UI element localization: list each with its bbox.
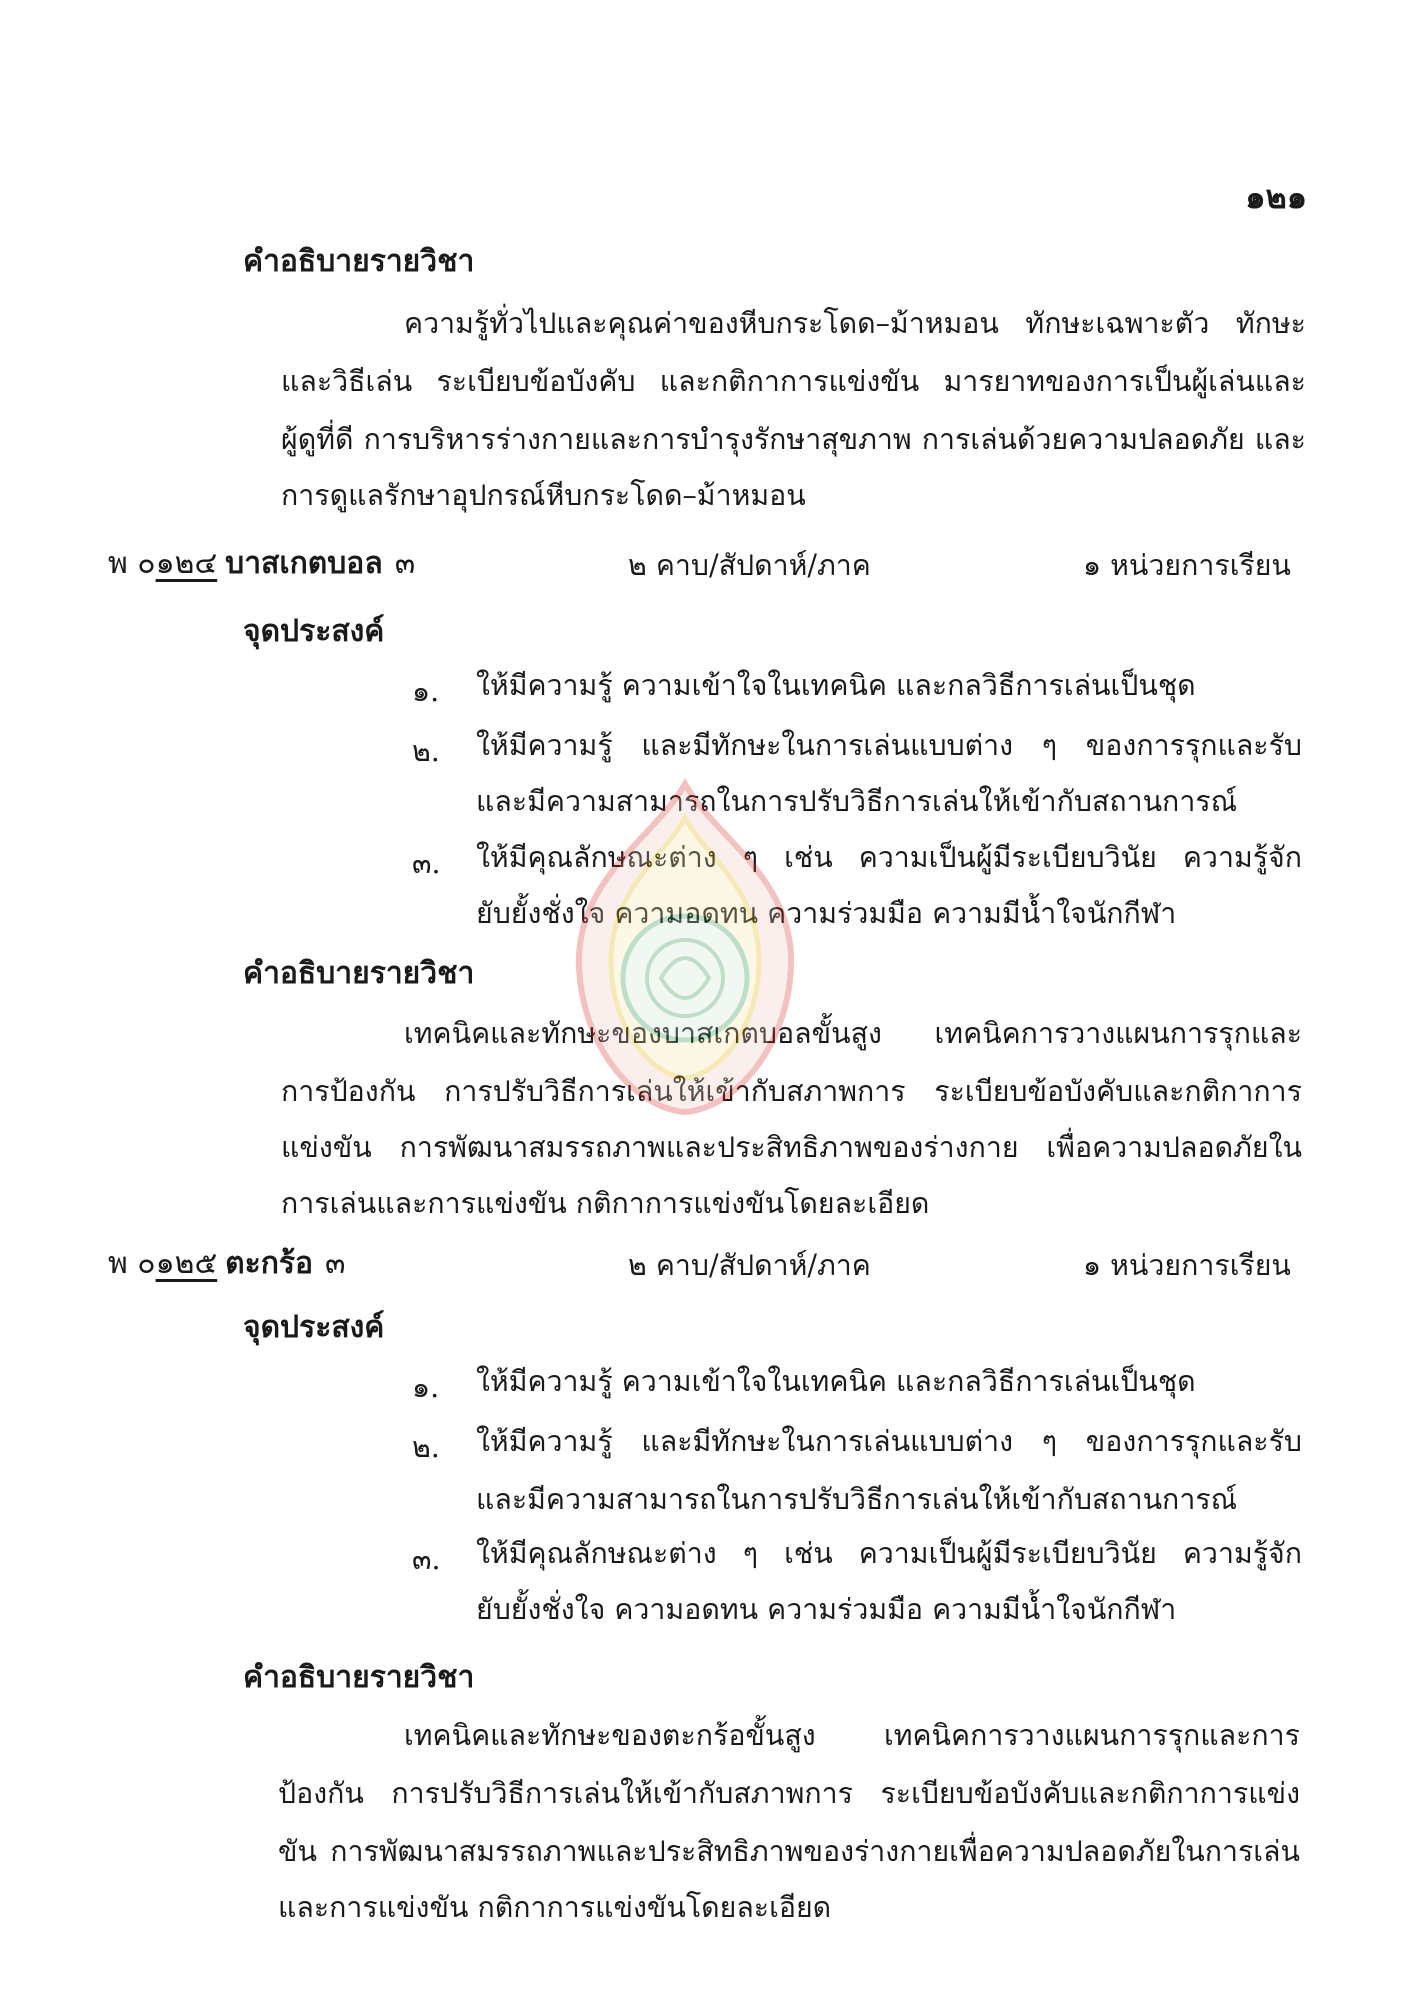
objectives-heading: จุดประสงค์: [243, 1310, 385, 1345]
objective-line: ให้มีความรู้ ความเข้าใจในเทคนิค และกลวิธีการเล่นเป็นชุด: [476, 669, 1196, 702]
course-description-line: การป้องกัน การปรับวิธีการเล่นให้เข้ากับสภาพการ ระเบียบข้อบังคับและกติกาการ: [281, 1075, 1302, 1108]
course-level: ๓: [325, 1246, 346, 1281]
page-number: ๑๒๑: [1245, 178, 1307, 216]
objective-line: ให้มีคุณลักษณะต่าง ๆ เช่น ความเป็นผู้มีระเบียบวินัย ความรู้จัก: [476, 841, 1302, 874]
objective-line: ให้มีคุณลักษณะต่าง ๆ เช่น ความเป็นผู้มีระเบียบวินัย ความรู้จัก: [476, 1537, 1302, 1570]
course-description-heading: คำอธิบายรายวิชา: [243, 1660, 475, 1695]
objective-number: ๒.: [412, 1431, 440, 1464]
objective-number: ๒.: [412, 735, 440, 768]
course-credits: ๑ หน่วยการเรียน: [1083, 1249, 1291, 1282]
objective-line: ยับยั้งชั่งใจ ความอดทน ความร่วมมือ ความมีน้ำใจนักกีฬา: [476, 1593, 1177, 1626]
course-hours: ๒ คาบ/สัปดาห์/ภาค: [628, 1249, 871, 1282]
course-description-line: การเล่นและการแข่งขัน กติกาการแข่งขันโดยละเอียด: [281, 1187, 930, 1220]
objective-number: ๓.: [412, 847, 441, 880]
course-code-line: [108, 540, 415, 587]
course-credits: ๑ หน่วยการเรียน: [1083, 549, 1291, 582]
objective-number: ๑.: [412, 675, 440, 708]
objective-number: ๓.: [412, 1543, 441, 1576]
course-description-line: เทคนิคและทักษะของบาสเกตบอลขั้นสูง เทคนิคการวางแผนการรุกและ: [404, 1017, 1302, 1050]
objective-line: และมีความสามารถในการปรับวิธีการเล่นให้เข้ากับสถานการณ์: [476, 785, 1238, 818]
objective-number: ๑.: [412, 1371, 440, 1404]
objective-line: ให้มีความรู้ และมีทักษะในการเล่นแบบต่าง ๆ ของการรุกและรับ: [476, 1425, 1302, 1458]
course-description-line: ป้องกัน การปรับวิธีการเล่นให้เข้ากับสภาพการ ระเบียบข้อบังคับและกติกาการแข่ง: [278, 1777, 1300, 1810]
course-number: ๑๒๔: [155, 546, 218, 581]
intro-description-line: ความรู้ทั่วไปและคุณค่าของหีบกระโดด–ม้าหมอน ทักษะเฉพาะตัว ทักษะ: [404, 307, 1306, 340]
objective-line: และมีความสามารถในการปรับวิธีการเล่นให้เข้ากับสถานการณ์: [476, 1483, 1238, 1516]
intro-description-line: การดูแลรักษาอุปกรณ์หีบกระโดด–ม้าหมอน: [281, 479, 806, 512]
ministry-seal-watermark-icon: [565, 778, 805, 1118]
course-description-line: เทคนิคและทักษะของตะกร้อขั้นสูง เทคนิคการวางแผนการรุกและการ: [404, 1719, 1300, 1752]
objectives-heading: จุดประสงค์: [243, 614, 385, 649]
course-description-line: และการแข่งขัน กติกาการแข่งขันโดยละเอียด: [278, 1891, 832, 1924]
course-name: บาสเกตบอล: [225, 546, 383, 581]
course-prefix: พ ๐: [108, 546, 156, 581]
course-description-line: ขัน การพัฒนาสมรรถภาพและประสิทธิภาพของร่างกายเพื่อความปลอดภัยในการเล่น: [278, 1835, 1300, 1868]
objective-line: ยับยั้งชั่งใจ ความอดทน ความร่วมมือ ความมีน้ำใจนักกีฬา: [476, 897, 1177, 930]
intro-description-line: ผู้ดูที่ดี การบริหารร่างกายและการบำรุงรักษาสุขภาพ การเล่นด้วยความปลอดภัย และ: [281, 423, 1306, 456]
intro-description-heading: คำอธิบายรายวิชา: [243, 244, 475, 279]
course-prefix: พ ๐: [108, 1246, 156, 1281]
course-description-line: แข่งขัน การพัฒนาสมรรถภาพและประสิทธิภาพของร่างกาย เพื่อความปลอดภัยใน: [281, 1131, 1302, 1164]
intro-description-line: และวิธีเล่น ระเบียบข้อบังคับ และกติกาการแข่งขัน มารยาทของการเป็นผู้เล่นและ: [281, 365, 1306, 398]
course-hours: ๒ คาบ/สัปดาห์/ภาค: [628, 549, 871, 582]
objective-line: ให้มีความรู้ ความเข้าใจในเทคนิค และกลวิธีการเล่นเป็นชุด: [476, 1365, 1196, 1398]
course-description-heading: คำอธิบายรายวิชา: [243, 956, 475, 991]
objective-line: ให้มีความรู้ และมีทักษะในการเล่นแบบต่าง ๆ ของการรุกและรับ: [476, 729, 1302, 762]
course-number: ๑๒๕: [155, 1246, 218, 1281]
course-level: ๓: [394, 546, 416, 581]
course-name: ตะกร้อ: [225, 1246, 314, 1281]
course-code-line: [108, 1240, 346, 1287]
